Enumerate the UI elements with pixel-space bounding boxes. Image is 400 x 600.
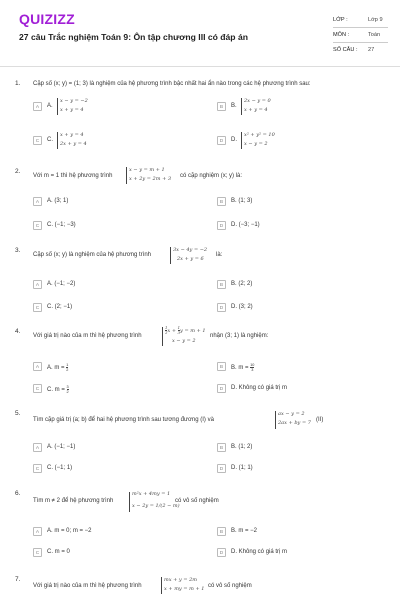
system-brace [241, 98, 242, 115]
option-text: B. (1; 2) [231, 444, 253, 450]
question-number: 5. [15, 410, 21, 417]
option-letter-box[interactable]: B [217, 527, 226, 536]
option-letter-box[interactable]: D [217, 303, 226, 312]
option-letter-box[interactable]: B [217, 102, 226, 111]
class-value: Lớp 9 [368, 17, 383, 23]
equation: x − y = 2 [244, 141, 268, 147]
fraction: $\frac{3}{2}$ [66, 385, 69, 394]
system-brace [275, 411, 276, 429]
option-letter-box[interactable]: A [33, 280, 42, 289]
equation: x − y = 2 [172, 338, 196, 344]
question-number: 2. [15, 168, 21, 175]
option-letter-box[interactable]: D [217, 221, 226, 230]
option-letter-box[interactable]: C [33, 136, 42, 145]
question-text: Với m = 1 thì hệ phương trình [33, 173, 113, 179]
option-text: C. (2; −1) [47, 304, 73, 310]
system-brace [57, 132, 58, 149]
option-label: B. [231, 103, 237, 109]
question-text: Tìm m ≠ 2 để hệ phương trình [33, 498, 114, 504]
equation: $\frac{1}{2}$ x + $\frac{1}{3}$ y = m + 1 [165, 325, 206, 335]
option-text: B. (1; 3) [231, 198, 253, 204]
option-text: B. m = $\frac{10}{3}$ [231, 363, 255, 372]
option-letter-box[interactable]: C [33, 221, 42, 230]
option-text: D. Không có giá trị m [231, 549, 288, 555]
option-text: D. Không có giá trị m [231, 385, 288, 391]
question-number: 7. [15, 576, 21, 583]
option-letter-box[interactable]: C [33, 303, 42, 312]
header-divider [0, 66, 400, 67]
quizizz-logo[interactable]: QUIZIZZ [19, 11, 75, 27]
class-label: LỚP : [333, 17, 348, 23]
system-brace [129, 492, 130, 512]
equation: x − y = −2 [60, 98, 88, 104]
question-number: 3. [15, 247, 21, 254]
question-text: có vô số nghiệm [175, 498, 219, 504]
system-brace [126, 167, 127, 184]
option-letter-box[interactable]: D [217, 548, 226, 557]
question-text: có cặp nghiệm (x; y) là: [180, 173, 243, 179]
option-letter-box[interactable]: B [217, 362, 226, 371]
option-letter-box[interactable]: A [33, 362, 42, 371]
equation: x − 2y = 1/(2 − m) [132, 503, 180, 509]
option-text: A. (3; 1) [47, 198, 69, 204]
divider [333, 27, 388, 28]
option-text: B. (2; 2) [231, 281, 253, 287]
option-label: D. [231, 137, 237, 143]
equation: ax − y = 2 [278, 411, 305, 417]
option-letter-box[interactable]: C [33, 548, 42, 557]
equation: x − y = m + 1 [129, 167, 165, 173]
option-label: A. [47, 103, 53, 109]
option-text: A. (−1; −2) [47, 281, 76, 287]
option-letter-box[interactable]: A [33, 527, 42, 536]
question-text: có vô số nghiệm [208, 583, 252, 589]
question-text: nhận (3; 1) là nghiệm: [210, 333, 269, 339]
fraction: $\frac{1}{3}$ [177, 325, 181, 335]
question-number: 4. [15, 328, 21, 335]
system-brace [162, 327, 163, 346]
count-label: SỐ CÂU : [333, 47, 358, 53]
subject-label: MÔN : [333, 32, 350, 38]
question-text: Với giá trị nào của m thì hệ phương trình [33, 583, 142, 589]
worksheet-title: 27 câu Trắc nghiệm Toán 9: Ôn tập chương III có đáp án [19, 32, 248, 42]
question-text: (II) [316, 417, 324, 423]
equation: m²x + 4my = 1 [132, 491, 171, 497]
worksheet-header [0, 0, 400, 66]
equation: x + my = m + 1 [164, 586, 205, 592]
system-brace [57, 98, 58, 115]
option-text: A. m = $\frac{1}{2}$ [47, 363, 69, 372]
option-letter-box[interactable]: C [33, 464, 42, 473]
equation: x + 2y = 2m + 3 [129, 176, 172, 182]
equation: 2x − y = 0 [244, 98, 271, 104]
equation: 3x − 4y = −2 [173, 247, 208, 253]
equation: x² + y² = 10 [244, 132, 275, 138]
option-text: D. (3; 2) [231, 304, 253, 310]
option-letter-box[interactable]: B [217, 280, 226, 289]
option-text: A. (−1; −1) [47, 444, 76, 450]
equation: 2x + y = 4 [60, 141, 87, 147]
system-brace [170, 247, 171, 264]
option-text: D. (1; 1) [231, 465, 253, 471]
option-letter-box[interactable]: A [33, 197, 42, 206]
equation: x + y = 4 [60, 107, 84, 113]
fraction: $\frac{10}{3}$ [250, 363, 255, 372]
option-letter-box[interactable]: A [33, 102, 42, 111]
subject-value: Toán [368, 32, 381, 38]
equation: 2x + y = 6 [177, 256, 204, 262]
question-text: là: [216, 252, 223, 258]
question-text: Với giá trị nào của m thì hệ phương trình [33, 333, 142, 339]
option-letter-box[interactable]: B [217, 197, 226, 206]
option-text: C. (−1; 1) [47, 465, 73, 471]
option-text: C. (−1; −3) [47, 222, 76, 228]
option-letter-box[interactable]: D [217, 384, 226, 393]
fraction: $\frac{1}{2}$ [66, 363, 69, 372]
equation: x + y = 4 [60, 132, 84, 138]
fraction: $\frac{1}{2}$ [165, 325, 168, 335]
option-text: C. m = 0 [47, 549, 70, 555]
equation: mx + y = 2m [164, 577, 198, 583]
option-letter-box[interactable]: D [217, 464, 226, 473]
option-text: D. (−3; −1) [231, 222, 260, 228]
option-text: B. m = −2 [231, 528, 258, 534]
option-letter-box[interactable]: B [217, 443, 226, 452]
option-letter-box[interactable]: D [217, 136, 226, 145]
option-text: A. m = 0; m = −2 [47, 528, 92, 534]
question-number: 1. [15, 80, 21, 87]
question-text: Cặp số (x; y) = (1; 3) là nghiệm của hệ phương trình bậc nhất hai ẩn nào trong các hệ phương trình sau: [33, 81, 311, 87]
option-letter-box[interactable]: C [33, 384, 42, 393]
equation: x + y = 4 [244, 107, 268, 113]
option-letter-box[interactable]: A [33, 443, 42, 452]
count-value: 27 [368, 47, 375, 53]
option-text: C. m = $\frac{3}{2}$ [47, 385, 69, 394]
divider [333, 42, 388, 43]
question-text: Tìm cặp giá trị (a; b) để hai hệ phương trình sau tương đương (I) và [33, 417, 214, 423]
question-text: Cặp số (x; y) là nghiệm của hệ phương trình [33, 252, 152, 258]
question-number: 6. [15, 490, 21, 497]
system-brace [161, 577, 162, 594]
equation: 2ax + by = 7 [278, 420, 311, 426]
option-label: C. [47, 137, 53, 143]
system-brace [241, 132, 242, 149]
